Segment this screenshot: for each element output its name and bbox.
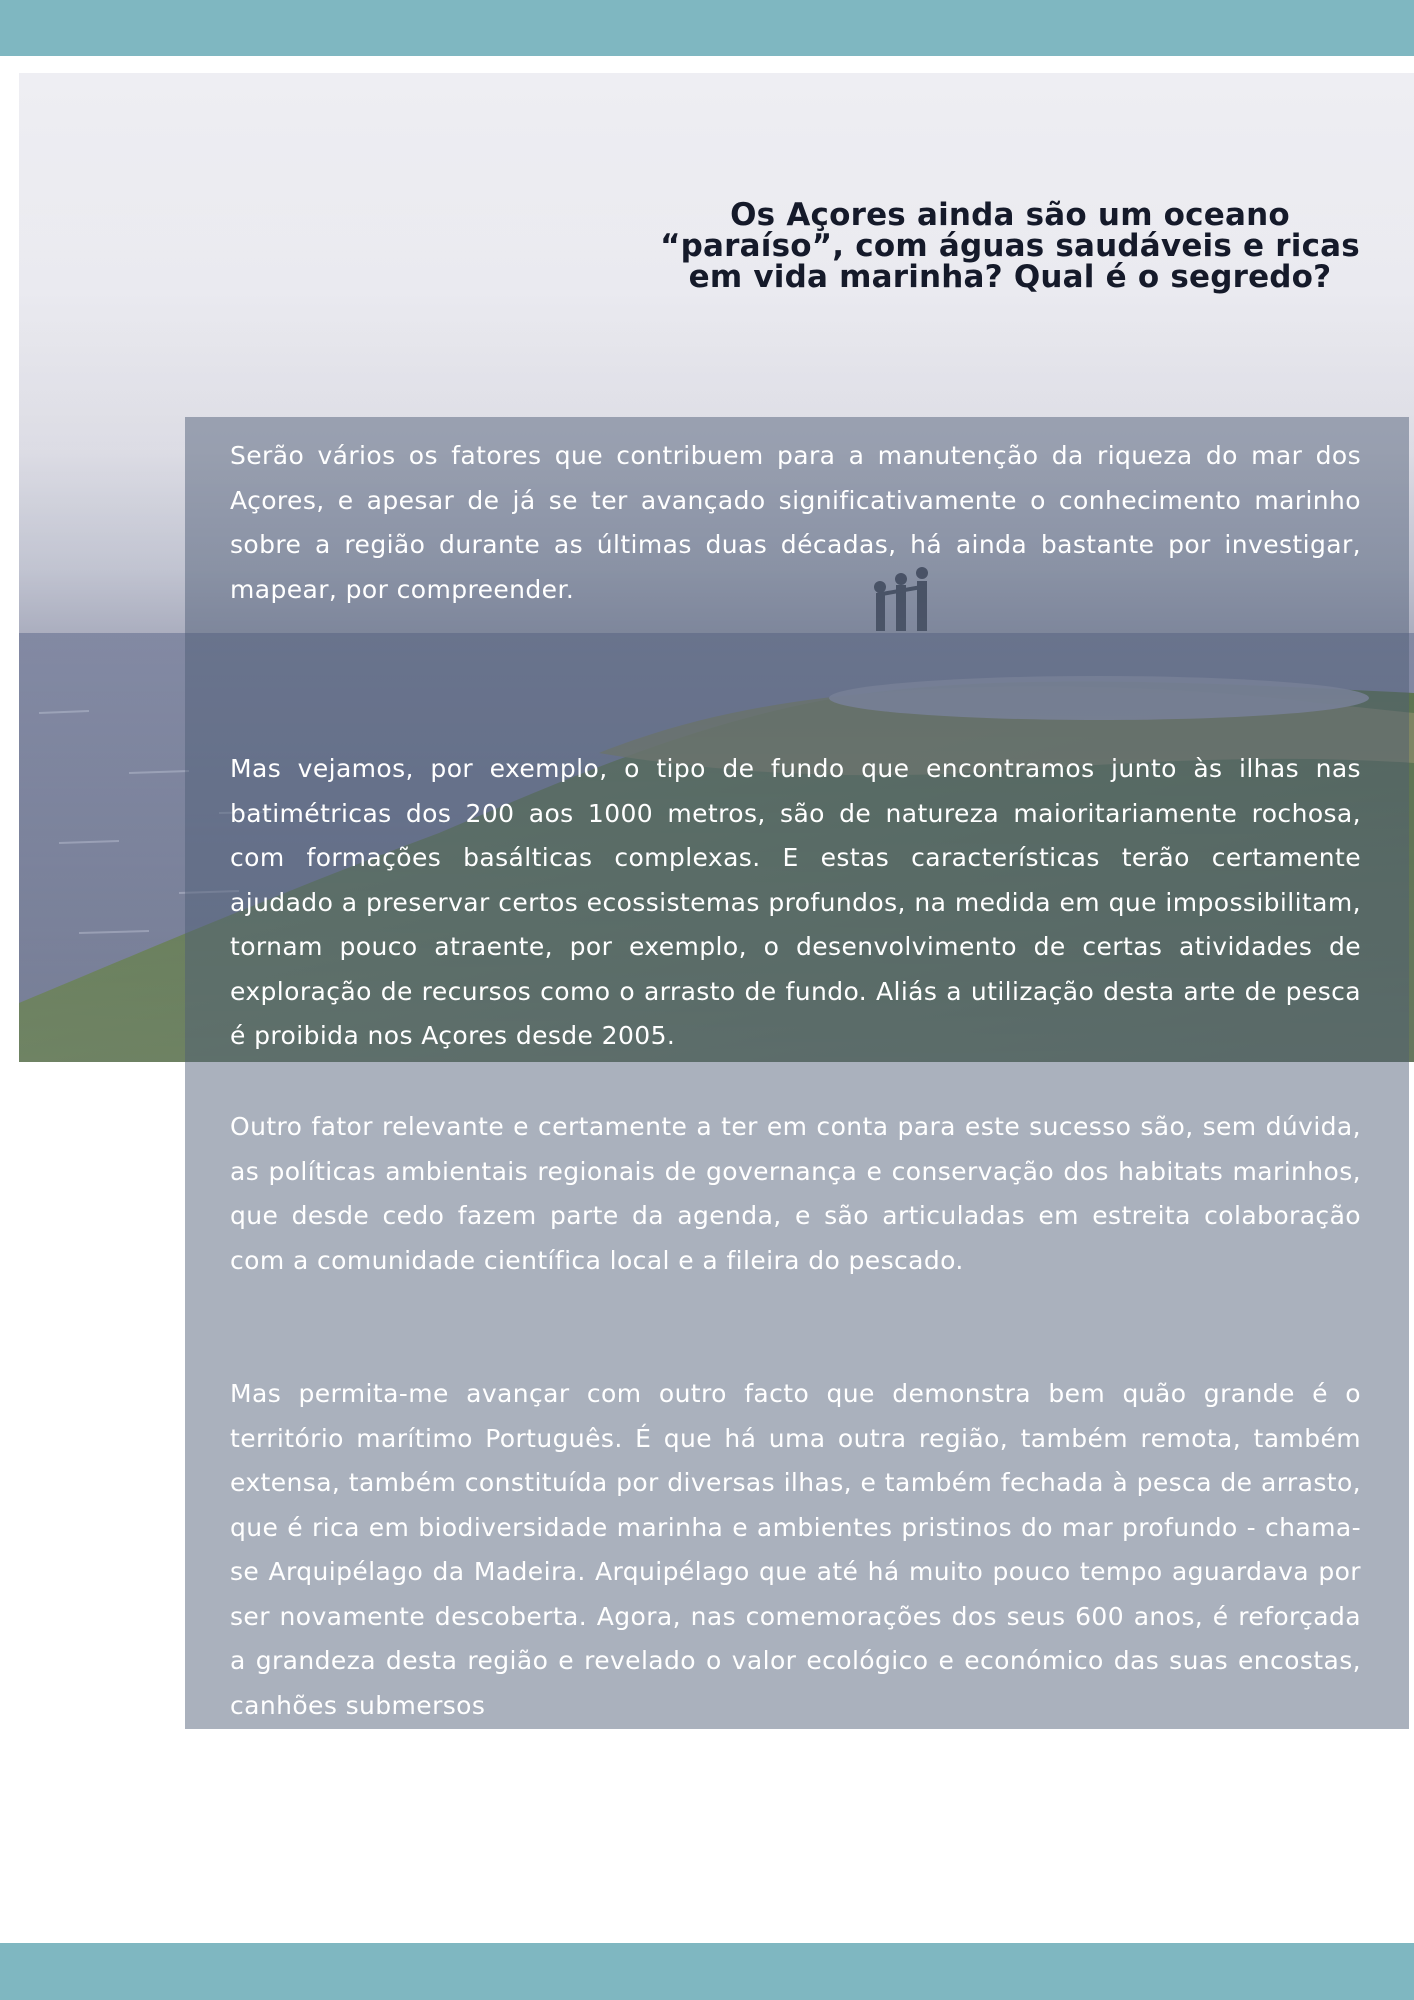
paragraph-2: Mas vejamos, por exemplo, o tipo de fundo que encontramos junto às ilhas nas batimétricas dos 200 aos 1000 metros, são de natureza maioritariamente rochosa, com formações basálticas complexas. E estas características terão certamente ajudado a preservar certos ecossistemas profundos, na medida em que impossibilitam, tornam pouco atraente, por exemplo, o desenvolvimento de certas atividades de exploração de recursos como o arrasto de fundo. Aliás a utilização desta arte de pesca é proibida nos Açores desde 2005. (230, 754, 1361, 1050)
paragraph-4: Mas permita-me avançar com outro facto que demonstra bem quão grande é o território marítimo Português. É que há uma outra região, também remota, também extensa, também constituída por diversas ilhas, e também fechada à pesca de arrasto, que é rica em biodiversidade marinha e ambientes pristinos do mar profundo - chama-se Arquipélago da Madeira. Arquipélago que até há muito pouco tempo aguardava por ser novamente descoberta. Agora, nas comemorações dos seus 600 anos, é reforçada a grandeza desta região e revelado o valor ecológico e económico das suas encostas, canhões submersos (230, 1379, 1361, 1720)
top-band (0, 0, 1414, 56)
paragraph-1: Serão vários os fatores que contribuem para a manutenção da riqueza do mar dos Açores, e apesar de já se ter avançado significativamente o conhecimento marinho sobre a região durante as últimas duas décadas, há ainda bastante por investigar, mapear, por compreender. (230, 441, 1361, 604)
article-title: Os Açores ainda são um oceano “paraíso”, com águas saudáveis e ricas em vida marinha? Qual é o segredo? (660, 197, 1360, 295)
bottom-band (0, 1943, 1414, 2000)
paragraph-3: Outro fator relevante e certamente a ter em conta para este sucesso são, sem dúvida, as políticas ambientais regionais de governança e conservação dos habitats marinhos, que desde cedo fazem parte da agenda, e são articuladas em estreita colaboração com a comunidade científica local e a fileira do pescado. (230, 1112, 1361, 1275)
